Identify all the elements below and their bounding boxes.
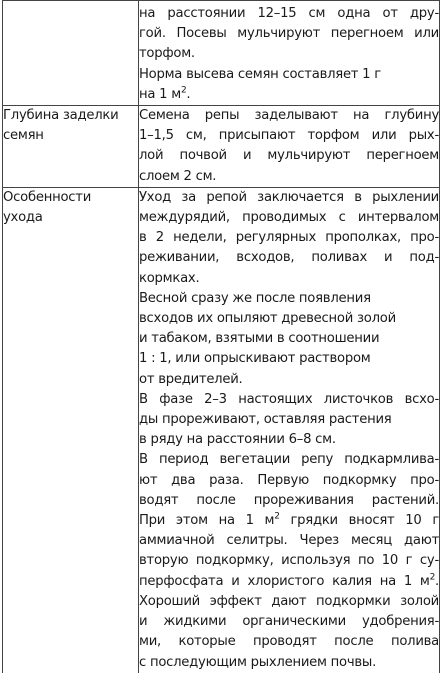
line-text: с последующим рыхлением почвы. xyxy=(139,654,377,670)
line-text: 1 : 1, или опрыскивают раствором xyxy=(139,351,371,367)
text-line xyxy=(139,551,439,571)
table-row-care-features xyxy=(3,187,440,672)
text-line xyxy=(139,188,439,208)
text-line xyxy=(139,410,439,430)
text-line xyxy=(139,4,439,24)
text-line xyxy=(139,146,439,166)
line-text: на 1 м xyxy=(139,86,181,102)
line-text: ды прореживают, оставляя растения xyxy=(139,412,392,428)
text-line xyxy=(139,289,439,309)
unit-superscript: 2 xyxy=(429,572,436,583)
text-line: ухода xyxy=(3,210,43,226)
line-text: Весной сразу же после появления xyxy=(139,290,371,306)
text-line xyxy=(139,44,439,64)
text-line xyxy=(139,612,439,632)
line-text: ют два раза. Первую подкормку про- xyxy=(139,472,439,488)
line-text: 1–1,5 см, присыпают торфом или рых- xyxy=(139,128,439,144)
text-line xyxy=(139,329,439,349)
line-text: от вредителей. xyxy=(139,371,243,387)
text-line: Глубина заделки xyxy=(3,108,119,124)
text-line xyxy=(139,208,439,228)
text-line xyxy=(139,248,439,268)
text-line xyxy=(139,531,439,551)
text-line xyxy=(139,390,439,410)
line-text: перфосфата и хлористого калия на 1 м xyxy=(139,573,430,589)
text-line xyxy=(139,471,439,491)
text-line xyxy=(139,491,439,511)
line-text-tail: . xyxy=(186,86,191,102)
table-row-sowing-continued xyxy=(3,1,440,106)
unit-superscript: 2 xyxy=(180,85,187,96)
line-text: водят после прореживания растений. xyxy=(139,492,439,508)
text-line xyxy=(139,511,439,531)
text-line xyxy=(139,167,439,187)
line-text: на расстоянии 12–15 см одна от дру- xyxy=(139,6,439,21)
line-text: вторую подкормку, используя по 10 г су- xyxy=(139,553,439,569)
line-text: в 2 недели, регулярных прополках, про- xyxy=(139,230,439,246)
line-text: гой. Посевы мульчируют перегноем или xyxy=(139,26,439,42)
row-label xyxy=(3,1,139,106)
line-text: слоем 2 см. xyxy=(139,168,217,184)
text-line xyxy=(139,24,439,44)
line-text: аммиачной селитры. Через месяц дают xyxy=(139,533,439,549)
text-line xyxy=(139,309,439,329)
row-label xyxy=(3,106,139,188)
line-text: ми, которые проводят после полива xyxy=(139,634,439,650)
line-text: кормках. xyxy=(139,270,200,286)
text-line xyxy=(139,450,439,470)
text-line xyxy=(139,653,439,673)
line-text: междурядий, проводимых с интервалом xyxy=(139,210,439,226)
line-text: Уход за репой заключается в рыхлении xyxy=(139,189,439,205)
text-line xyxy=(139,349,439,369)
text-line xyxy=(139,370,439,390)
text-line xyxy=(139,572,439,592)
text-line xyxy=(139,126,439,146)
text-line xyxy=(139,85,439,105)
line-text-tail: грядки вносят 10 г xyxy=(279,513,439,529)
table-row-seeding-depth xyxy=(3,106,440,188)
text-line: Особенности xyxy=(3,189,92,205)
line-text: Семена репы заделывают на глубину xyxy=(139,108,439,124)
text-line xyxy=(139,106,439,126)
line-text: Хороший эффект дают подкормки золой xyxy=(139,593,439,609)
line-text-tail: . xyxy=(435,573,439,589)
line-text: и табаком, взятыми в соотношении xyxy=(139,331,380,347)
text-line xyxy=(139,269,439,289)
line-text: всходов их опыляют древесной золой xyxy=(139,311,396,327)
text-line xyxy=(139,228,439,248)
line-text: и жидкими органическими удобрения- xyxy=(139,614,439,630)
text-line xyxy=(139,430,439,450)
line-text: Норма высева семян составляет 1 г xyxy=(139,66,381,82)
line-text: реживании, всходов, поливах и под- xyxy=(139,250,439,266)
line-text: В период вегетации репу подкармлива- xyxy=(139,452,439,468)
line-text: в ряду на расстоянии 6–8 см. xyxy=(139,432,336,448)
row-value xyxy=(139,1,440,106)
row-value xyxy=(139,106,440,188)
unit-superscript: 2 xyxy=(274,511,280,522)
text-line xyxy=(139,592,439,612)
row-value xyxy=(139,187,440,672)
text-line: семян xyxy=(3,128,44,144)
row-label xyxy=(3,187,139,672)
line-text: лой почвой и мульчируют перегноем xyxy=(139,148,439,164)
line-text: При этом на 1 м xyxy=(139,513,275,529)
text-line xyxy=(139,632,439,652)
line-text: торфом. xyxy=(139,46,195,62)
line-text: В фазе 2–3 настоящих листочков всхо- xyxy=(139,391,439,407)
agronomy-table xyxy=(2,0,440,673)
text-line xyxy=(139,65,439,85)
